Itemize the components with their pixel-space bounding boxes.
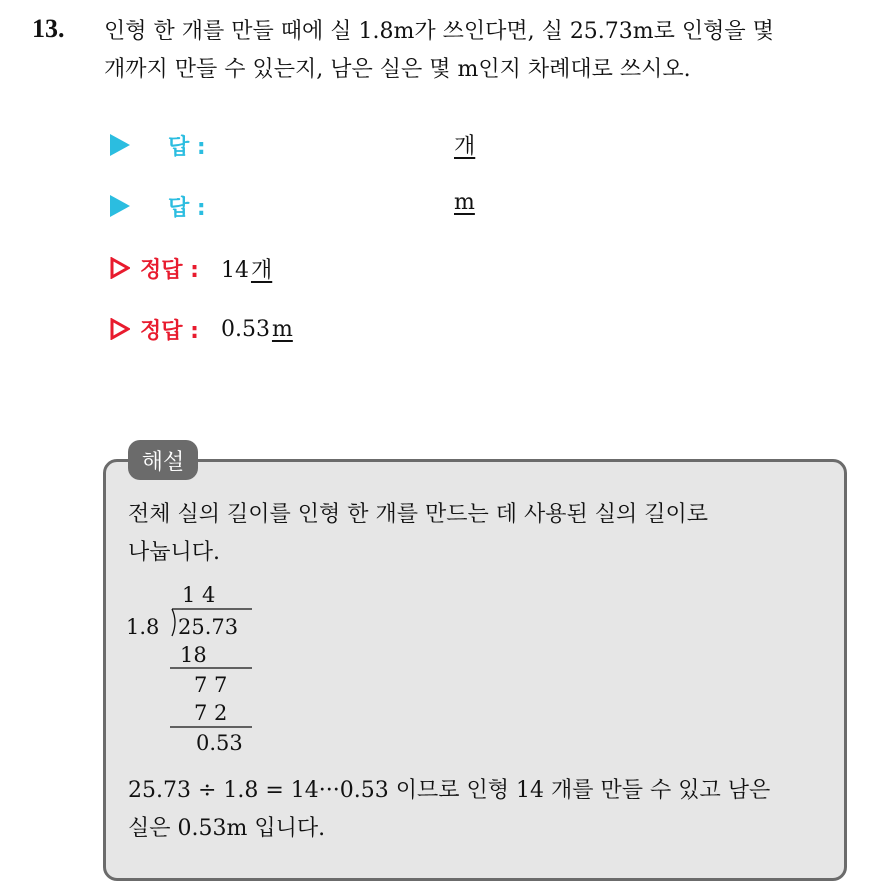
explanation-line-1: 전체 실의 길이를 인형 한 개를 만드는 데 사용된 실의 길이로 <box>128 502 708 527</box>
correct-answer-unit: 개 <box>250 257 273 283</box>
division-quotient: 1 4 <box>182 583 216 607</box>
correct-answer-number: 14 <box>220 257 249 283</box>
explanation-line-2: 나눕니다. <box>128 540 221 565</box>
answer-unit-count: 개 <box>454 134 476 159</box>
division-remainder: 0.53 <box>196 731 243 755</box>
division-step-3: 7 2 <box>194 701 228 725</box>
correct-answer-row-count <box>110 251 272 285</box>
explanation-line-4: 실은 0.53m 입니다. <box>128 816 326 841</box>
correct-answer-value-count <box>221 253 272 284</box>
answer-label: 답 : <box>168 134 206 160</box>
explanation-line-3: 25.73 ÷ 1.8 = 14···0.53 이므로 인형 14 개를 만들 수 있고 남은 <box>128 778 771 803</box>
correct-answer-number: 0.53 <box>220 316 270 342</box>
question-number: 13. <box>32 14 65 43</box>
question-line-1: 인형 한 개를 만들 때에 실 1.8m가 쓰인다면, 실 25.73m로 인형을 몇 <box>104 19 774 44</box>
correct-answer-label: 정답 : <box>140 257 199 283</box>
division-step-1: 18 <box>180 643 207 667</box>
division-step-2: 7 7 <box>194 673 228 697</box>
division-dividend: 25.73 <box>178 615 239 639</box>
correct-answer-value-length <box>221 317 293 342</box>
answer-row-count <box>110 128 206 162</box>
outline-triangle-icon <box>110 257 130 279</box>
question-line-2: 개까지 만들 수 있는지, 남은 실은 몇 m인지 차례대로 쓰시오. <box>104 57 691 82</box>
correct-answer-unit: m <box>271 316 293 342</box>
division-divisor: 1.8 <box>126 615 160 639</box>
answer-row-length <box>110 189 206 223</box>
correct-answer-label: 정답 : <box>140 318 199 344</box>
outline-triangle-icon <box>110 318 130 340</box>
correct-answer-row-length <box>110 312 293 346</box>
play-triangle-icon <box>110 134 130 156</box>
question-text <box>104 13 864 89</box>
answer-label: 답 : <box>168 195 206 221</box>
long-division <box>120 580 260 760</box>
explanation-tag: 해설 <box>128 440 198 480</box>
answer-unit-length: m <box>454 190 475 215</box>
play-triangle-icon <box>110 195 130 217</box>
